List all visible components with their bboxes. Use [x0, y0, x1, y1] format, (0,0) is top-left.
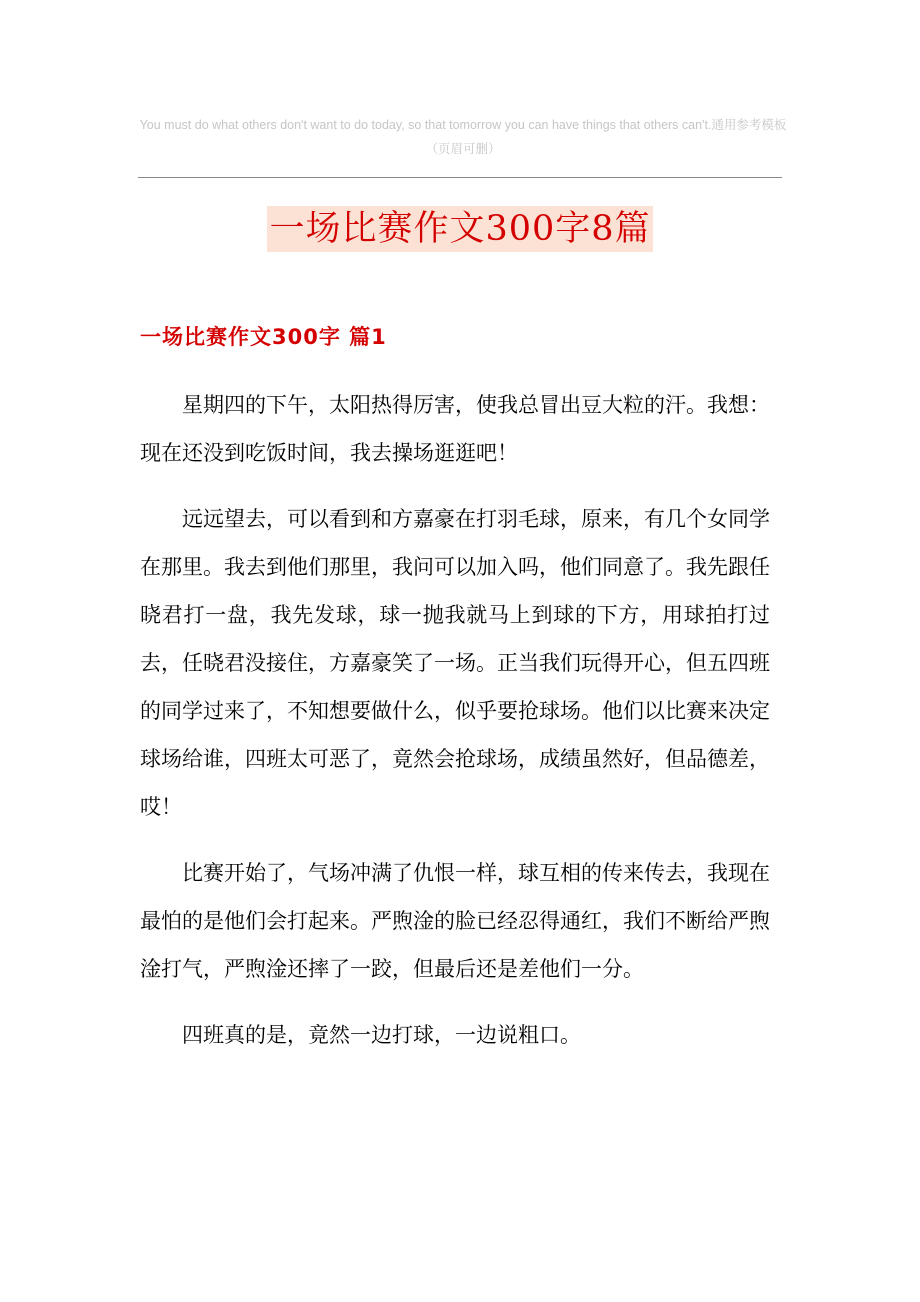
paragraph-2: 远远望去，可以看到和方嘉豪在打羽毛球，原来，有几个女同学在那里。我去到他们那里，我问可以加入吗，他们同意了。我先跟任晓君打一盘，我先发球，球一抛我就马上到球的下方，用球拍打过去，任晓君没接住，方嘉豪笑了一场。正当我们玩得开心，但五四班的同学过来了，不知想要做什么，似乎要抢球场。他们以比赛来决定球场给谁，四班太可恶了，竟然会抢球场，成绩虽然好，但品德差，哎！ — [140, 507, 770, 819]
essay-body — [140, 381, 770, 1077]
paragraph-1: 星期四的下午，太阳热得厉害，使我总冒出豆大粒的汗。我想：现在还没到吃饭时间，我去操场逛逛吧！ — [140, 393, 770, 465]
section-heading: 一场比赛作文300字 篇1 — [140, 325, 387, 349]
paragraph-3: 比赛开始了，气场冲满了仇恨一样，球互相的传来传去，我现在最怕的是他们会打起来。严煦淦的脸已经忍得通红，我们不断给严煦淦打气，严煦淦还摔了一跤，但最后还是差他们一分。 — [140, 861, 770, 981]
header-divider — [138, 177, 782, 178]
paragraph-4: 四班真的是，竟然一边打球，一边说粗口。 — [182, 1023, 581, 1047]
document-title: 一场比赛作文300字8篇 — [267, 206, 652, 252]
header-note: You must do what others don't want to do today, so that tomorrow you can have things that others can't.通用参考模板（页眉可删） — [139, 118, 787, 156]
title-container — [0, 206, 920, 252]
